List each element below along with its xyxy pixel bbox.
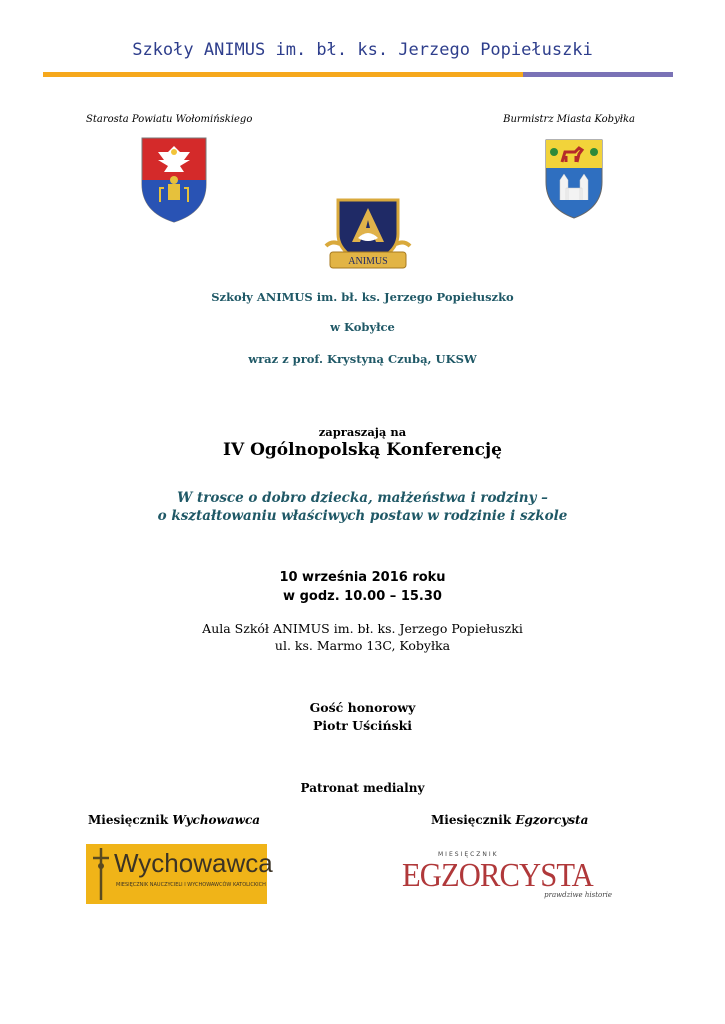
media-left-prefix: Miesięcznik — [88, 813, 173, 827]
wychowawca-logo-name: Wychowawca — [114, 848, 273, 878]
egzorcysta-logo-tag: prawdziwe historie — [544, 891, 612, 899]
page-header-title: Szkoły ANIMUS im. bł. ks. Jerzego Popiełuszki — [132, 40, 593, 60]
animus-logo-text: ANIMUS — [348, 256, 388, 267]
media-right-label — [431, 813, 588, 827]
patron-left-label: Starosta Powiatu Wołomińskiego — [86, 114, 253, 125]
media-right-prefix: Miesięcznik — [431, 813, 516, 827]
patron-right-label: Burmistrz Miasta Kobyłka — [503, 114, 635, 125]
wychowawca-logo-subtitle: MIESIĘCZNIK NAUCZYCIELI I WYCHOWAWCÓW KATOLICKICH — [116, 882, 266, 888]
conference-title: IV Ogólnopolską Konferencję — [223, 440, 502, 460]
organizer-line-3: wraz z prof. Krystyną Czubą, UKSW — [248, 352, 477, 366]
media-heading: Patronat medialny — [300, 781, 425, 795]
media-left-title: Wychowawca — [172, 813, 261, 827]
kobylka-coat-of-arms-icon — [544, 138, 604, 220]
organizer-line-1: Szkoły ANIMUS im. bł. ks. Jerzego Popiełuszko — [211, 290, 514, 304]
wychowawca-logo — [86, 844, 273, 904]
event-date: 10 września 2016 roku — [279, 570, 446, 585]
media-right-title: Egzorcysta — [515, 813, 589, 827]
guest-label: Gość honorowy — [309, 700, 416, 715]
egzorcysta-logo-kicker: MIESIĘCZNIK — [438, 851, 499, 858]
guest-name: Piotr Uściński — [312, 718, 413, 733]
topic-line-1: W trosce o dobro dziecka, małżeństwa i rodziny – — [177, 490, 548, 506]
animus-school-logo-icon — [322, 194, 414, 276]
header-bar-purple — [523, 72, 673, 77]
venue-line-1: Aula Szkół ANIMUS im. bł. ks. Jerzego Popiełuszki — [202, 621, 523, 636]
egzorcysta-logo — [402, 849, 614, 901]
cross-icon — [90, 848, 112, 900]
event-hours: w godz. 10.00 – 15.30 — [283, 589, 442, 604]
media-left-label — [88, 813, 260, 827]
venue-line-2: ul. ks. Marmo 13C, Kobyłka — [274, 638, 451, 653]
invitation-intro: zapraszają na — [318, 425, 407, 439]
header-bar-orange — [43, 72, 523, 77]
powiat-coat-of-arms-icon — [140, 136, 208, 224]
organizer-line-2: w Kobyłce — [330, 320, 395, 334]
topic-line-2: o kształtowaniu właściwych postaw w rodzinie i szkole — [157, 508, 568, 524]
egzorcysta-logo-name: EGZORCYSTA — [402, 857, 593, 894]
